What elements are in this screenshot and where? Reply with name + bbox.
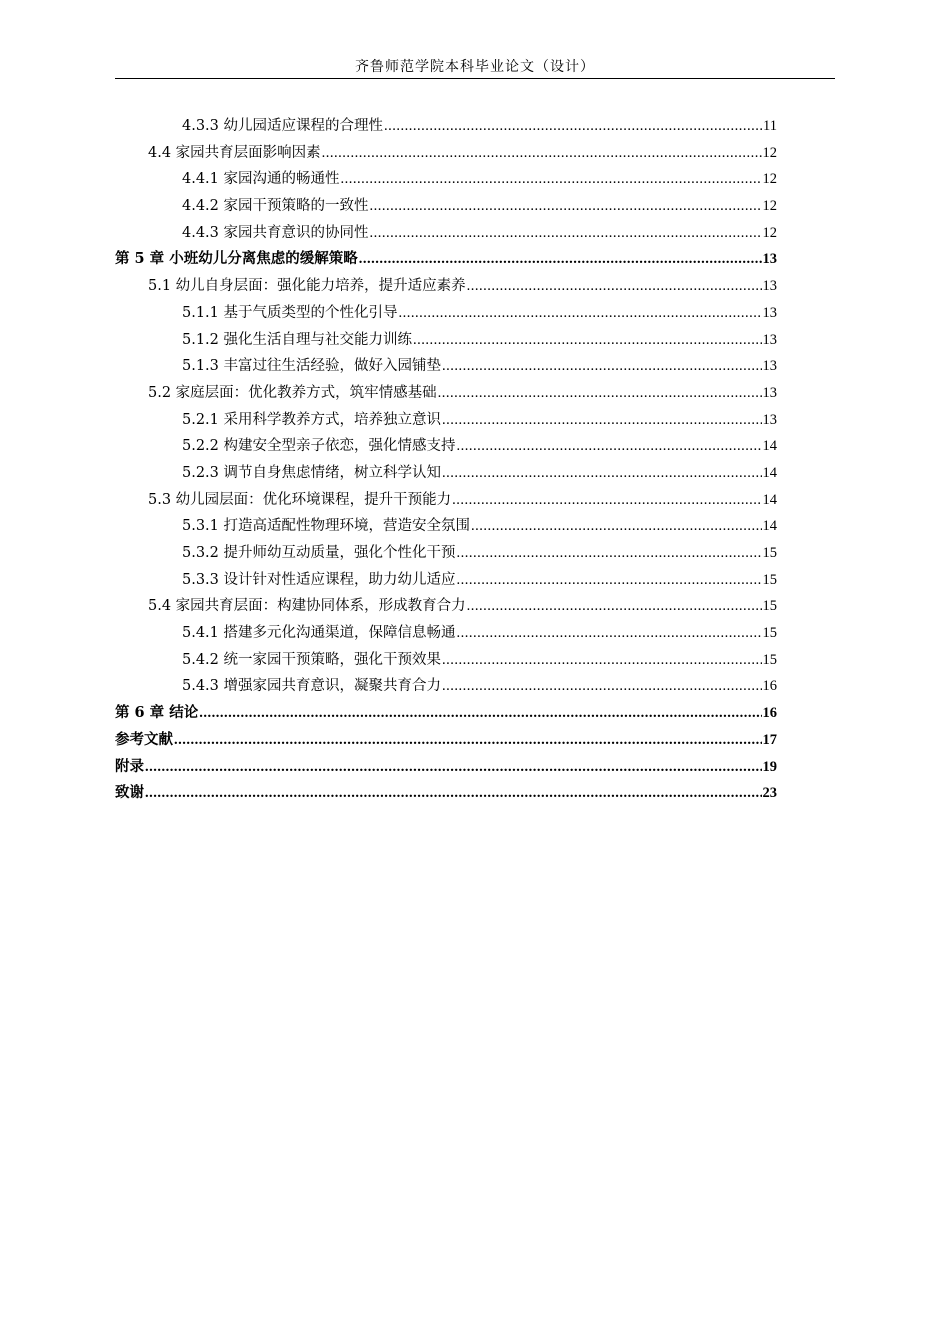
table-of-contents [115, 113, 777, 807]
toc-entry-page: 14 [762, 438, 777, 455]
toc-entry-title: 5.4.1 搭建多元化沟通渠道，保障信息畅通 [182, 625, 456, 642]
toc-entry[interactable] [115, 246, 777, 273]
toc-entry-page: 13 [762, 384, 777, 401]
toc-entry[interactable] [115, 353, 777, 380]
toc-entry[interactable] [115, 166, 777, 193]
toc-entry-title: 5.1.1 基于气质类型的个性化引导 [182, 304, 398, 321]
toc-entry-page: 15 [762, 598, 777, 615]
toc-entry[interactable] [115, 460, 777, 487]
toc-leader-dots [341, 166, 762, 193]
toc-entry[interactable] [115, 273, 777, 300]
toc-entry-title: 5.2.1 采用科学教养方式，培养独立意识 [182, 411, 442, 428]
toc-entry-title: 致谢 [115, 784, 144, 802]
toc-entry-page: 16 [762, 678, 777, 695]
toc-entry[interactable] [115, 700, 777, 727]
toc-entry[interactable] [115, 407, 777, 434]
toc-entry-page: 12 [762, 224, 777, 241]
toc-leader-dots [322, 140, 762, 167]
toc-entry-page: 14 [762, 518, 777, 535]
header-title: 齐鲁师范学院本科毕业论文（设计） [355, 59, 595, 75]
toc-entry[interactable] [115, 647, 777, 674]
toc-entry[interactable] [115, 433, 777, 460]
toc-entry-title: 4.4.3 家园共育意识的协同性 [182, 224, 369, 241]
toc-leader-dots [452, 487, 761, 514]
toc-entry-page: 15 [762, 571, 777, 588]
toc-entry-title: 4.4 家园共育层面影响因素 [148, 144, 321, 161]
toc-entry[interactable] [115, 754, 777, 781]
toc-leader-dots [359, 246, 762, 273]
toc-entry-page: 15 [762, 625, 777, 642]
toc-entry-page: 13 [762, 331, 777, 348]
toc-entry-title: 参考文献 [115, 730, 173, 748]
toc-entry-title: 第 6 章 结论 [115, 704, 199, 722]
toc-entry-title: 4.3.3 幼儿园适应课程的合理性 [182, 118, 384, 134]
toc-entry-title: 5.4 家园共育层面：构建协同体系，形成教育合力 [148, 598, 466, 615]
toc-entry-title: 5.2.3 调节自身焦虑情绪，树立科学认知 [182, 464, 442, 481]
toc-leader-dots [199, 700, 761, 727]
toc-entry-page: 19 [762, 758, 777, 775]
toc-leader-dots [467, 593, 762, 620]
toc-entry-title: 5.3.3 设计针对性适应课程，助力幼儿适应 [182, 571, 456, 588]
toc-entry-page: 12 [762, 171, 777, 188]
toc-entry[interactable] [115, 140, 777, 167]
toc-leader-dots [174, 727, 762, 754]
toc-entry-page: 16 [762, 705, 777, 722]
toc-entry-page: 14 [762, 491, 777, 508]
toc-entry-title: 5.1.3 丰富过往生活经验，做好入园铺垫 [182, 358, 442, 375]
toc-leader-dots [471, 513, 761, 540]
toc-entry-title: 4.4.1 家园沟通的畅通性 [182, 171, 340, 188]
toc-leader-dots [145, 780, 762, 807]
toc-leader-dots [399, 300, 762, 327]
toc-leader-dots [442, 353, 761, 380]
toc-leader-dots [438, 380, 762, 407]
toc-entry-title: 5.1.2 强化生活自理与社交能力训练 [182, 331, 413, 348]
toc-entry[interactable] [115, 327, 777, 354]
toc-entry[interactable] [115, 540, 777, 567]
toc-entry[interactable] [115, 193, 777, 220]
page-header [115, 56, 835, 79]
toc-leader-dots [442, 460, 761, 487]
toc-entry-title: 5.1 幼儿自身层面：强化能力培养，提升适应素养 [148, 278, 466, 295]
toc-leader-dots [467, 273, 762, 300]
toc-entry[interactable] [115, 487, 777, 514]
toc-entry-title: 5.4.2 统一家园干预策略，强化干预效果 [182, 651, 442, 668]
toc-leader-dots [442, 673, 761, 700]
toc-entry[interactable] [115, 620, 777, 647]
toc-entry[interactable] [115, 513, 777, 540]
toc-leader-dots [457, 620, 762, 647]
toc-leader-dots [457, 433, 762, 460]
toc-entry[interactable] [115, 220, 777, 247]
toc-entry-page: 15 [762, 651, 777, 668]
toc-entry-page: 23 [762, 785, 777, 802]
toc-leader-dots [145, 754, 762, 781]
toc-leader-dots [457, 540, 762, 567]
toc-entry[interactable] [115, 380, 777, 407]
toc-entry-page: 14 [762, 464, 777, 481]
toc-leader-dots [370, 193, 762, 220]
toc-entry-title: 5.3.2 提升师幼互动质量，强化个性化干预 [182, 545, 456, 561]
toc-entry-page: 11 [763, 118, 777, 134]
toc-leader-dots [442, 647, 761, 674]
toc-entry-page: 17 [762, 731, 777, 748]
toc-entry-page: 13 [762, 304, 777, 321]
toc-entry-title: 5.3 幼儿园层面：优化环境课程，提升干预能力 [148, 491, 452, 508]
toc-entry-title: 4.4.2 家园干预策略的一致性 [182, 198, 369, 215]
toc-entry-title: 5.3.1 打造高适配性物理环境，营造安全氛围 [182, 518, 471, 535]
toc-entry-title: 附录 [115, 757, 144, 775]
toc-leader-dots [413, 327, 761, 354]
toc-entry-page: 12 [762, 144, 777, 161]
toc-entry-page: 15 [762, 545, 777, 561]
toc-entry-title: 5.2 家庭层面：优化教养方式，筑牢情感基础 [148, 384, 437, 401]
toc-entry[interactable] [115, 727, 777, 754]
toc-leader-dots [384, 113, 762, 140]
toc-entry[interactable] [115, 593, 777, 620]
toc-entry-title: 第 5 章 小班幼儿分离焦虑的缓解策略 [115, 250, 358, 268]
toc-entry-page: 12 [762, 198, 777, 215]
toc-leader-dots [457, 567, 762, 594]
toc-entry[interactable] [115, 300, 777, 327]
toc-entry[interactable] [115, 567, 777, 594]
toc-entry[interactable] [115, 673, 777, 700]
toc-entry-page: 13 [762, 278, 777, 295]
toc-entry-page: 13 [762, 411, 777, 428]
toc-entry-title: 5.4.3 增强家园共育意识，凝聚共育合力 [182, 678, 442, 695]
toc-leader-dots [370, 220, 762, 247]
toc-entry-title: 5.2.2 构建安全型亲子依恋，强化情感支持 [182, 438, 456, 455]
toc-entry-page: 13 [762, 358, 777, 375]
toc-leader-dots [442, 407, 761, 434]
toc-entry-page: 13 [762, 251, 777, 268]
toc-entry[interactable] [115, 780, 777, 807]
toc-entry[interactable] [115, 113, 777, 140]
